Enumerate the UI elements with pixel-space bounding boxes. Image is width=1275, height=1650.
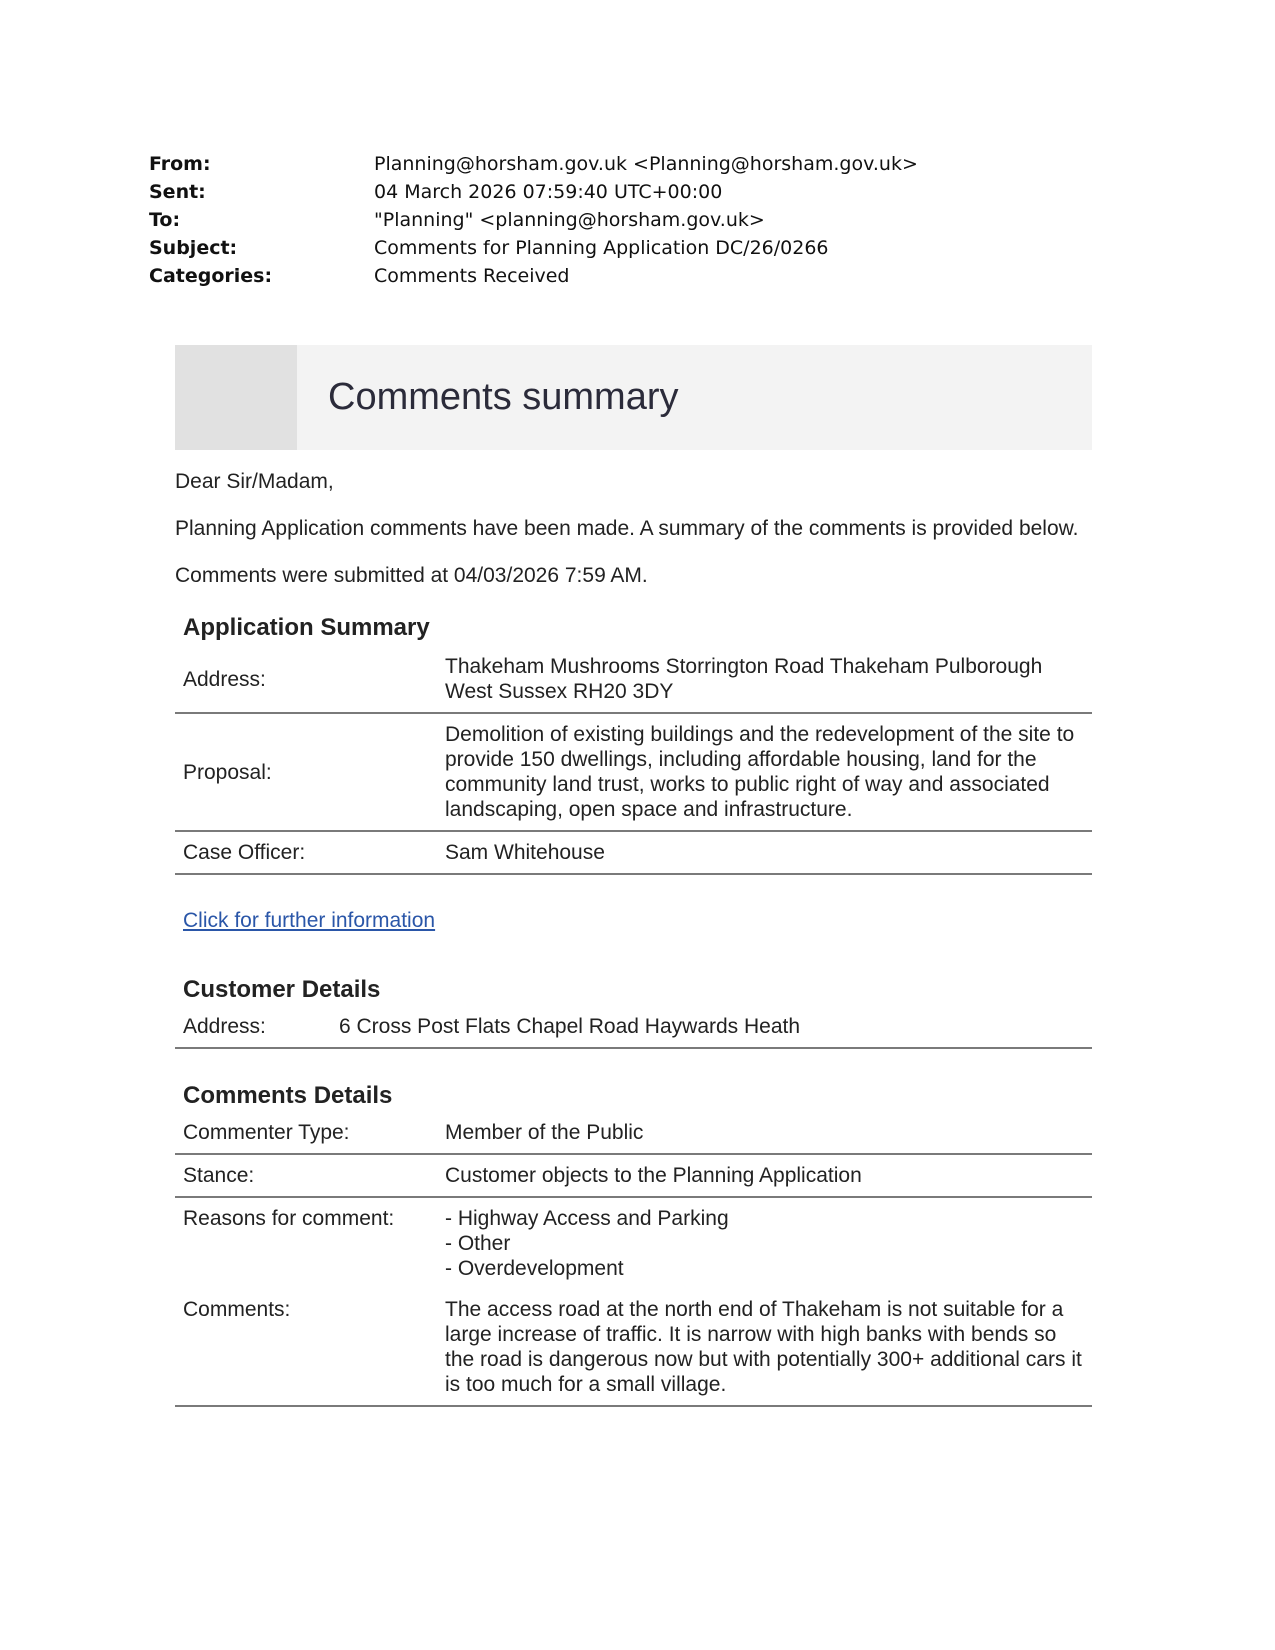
application-officer-label: Case Officer: bbox=[175, 831, 437, 874]
email-categories-row bbox=[149, 262, 918, 290]
application-address-value: Thakeham Mushrooms Storrington Road Thakeham Pulborough West Sussex RH20 3DY bbox=[437, 646, 1092, 713]
email-sent-label: Sent: bbox=[149, 181, 206, 203]
commenter-type-label: Commenter Type: bbox=[175, 1112, 437, 1154]
comments-value: The access road at the north end of Thakeham is not suitable for a large increase of traffic. It is narrow with high banks with bends so the road is dangerous now but with potentially 300+ additional cars it is too much for a small village. bbox=[437, 1289, 1092, 1406]
customer-details-heading: Customer Details bbox=[183, 976, 381, 1003]
intro-line-1: Planning Application comments have been made. A summary of the comments is provided below. bbox=[175, 517, 1079, 540]
customer-address-label: Address: bbox=[175, 1006, 331, 1048]
email-subject-label: Subject: bbox=[149, 237, 238, 259]
reason-item: - Other bbox=[445, 1232, 511, 1255]
customer-address-row bbox=[175, 1006, 1092, 1048]
email-header bbox=[149, 150, 918, 290]
email-categories-label: Categories: bbox=[149, 265, 273, 287]
reasons-list bbox=[437, 1197, 1092, 1289]
email-to-value: "Planning" <planning@horsham.gov.uk> bbox=[374, 209, 765, 231]
application-summary-heading: Application Summary bbox=[183, 614, 430, 641]
greeting: Dear Sir/Madam, bbox=[175, 470, 334, 493]
application-summary-table bbox=[175, 646, 1092, 875]
banner-title: Comments summary bbox=[328, 376, 679, 418]
stance-row bbox=[175, 1154, 1092, 1197]
further-information-link[interactable]: Click for further information bbox=[183, 909, 436, 932]
application-proposal-value: Demolition of existing buildings and the redevelopment of the site to provide 150 dwellings, including affordable housing, land for the community land trust, works to public right of way and associated landscaping, open space and infrastructure. bbox=[437, 713, 1092, 831]
commenter-type-row bbox=[175, 1112, 1092, 1154]
intro-line-2: Comments were submitted at 04/03/2026 7:59 AM. bbox=[175, 564, 648, 587]
comments-details-table bbox=[175, 1112, 1092, 1407]
email-from-value: Planning@horsham.gov.uk <Planning@horsham.gov.uk> bbox=[374, 153, 918, 175]
reason-item: - Overdevelopment bbox=[445, 1257, 624, 1280]
application-address-row bbox=[175, 646, 1092, 713]
email-from-row bbox=[149, 150, 918, 178]
application-proposal-row bbox=[175, 713, 1092, 831]
reasons-label: Reasons for comment: bbox=[183, 1207, 395, 1230]
email-sent-row bbox=[149, 178, 918, 206]
comments-summary-banner bbox=[175, 345, 1092, 450]
application-address-label: Address: bbox=[175, 646, 437, 713]
reasons-row bbox=[175, 1197, 1092, 1289]
email-subject-row bbox=[149, 234, 918, 262]
stance-label: Stance: bbox=[175, 1154, 437, 1197]
reason-item: - Highway Access and Parking bbox=[445, 1207, 729, 1230]
application-officer-row bbox=[175, 831, 1092, 874]
comments-label: Comments: bbox=[175, 1289, 437, 1406]
comments-details-heading: Comments Details bbox=[183, 1082, 393, 1109]
banner-title-area bbox=[297, 345, 1092, 450]
email-from-label: From: bbox=[149, 153, 211, 175]
email-to-label: To: bbox=[149, 209, 181, 231]
customer-address-value: 6 Cross Post Flats Chapel Road Haywards Heath bbox=[331, 1006, 1092, 1048]
application-officer-value: Sam Whitehouse bbox=[437, 831, 1092, 874]
email-subject-value: Comments for Planning Application DC/26/0266 bbox=[374, 237, 829, 259]
customer-details-table bbox=[175, 1006, 1092, 1049]
email-categories-value: Comments Received bbox=[374, 265, 570, 287]
application-proposal-label: Proposal: bbox=[175, 713, 437, 831]
stance-value: Customer objects to the Planning Application bbox=[437, 1154, 1092, 1197]
email-body bbox=[175, 469, 1092, 1407]
banner-logo-placeholder bbox=[175, 345, 297, 450]
commenter-type-value: Member of the Public bbox=[437, 1112, 1092, 1154]
comments-row bbox=[175, 1289, 1092, 1406]
email-to-row bbox=[149, 206, 918, 234]
email-sent-value: 04 March 2026 07:59:40 UTC+00:00 bbox=[374, 181, 723, 203]
